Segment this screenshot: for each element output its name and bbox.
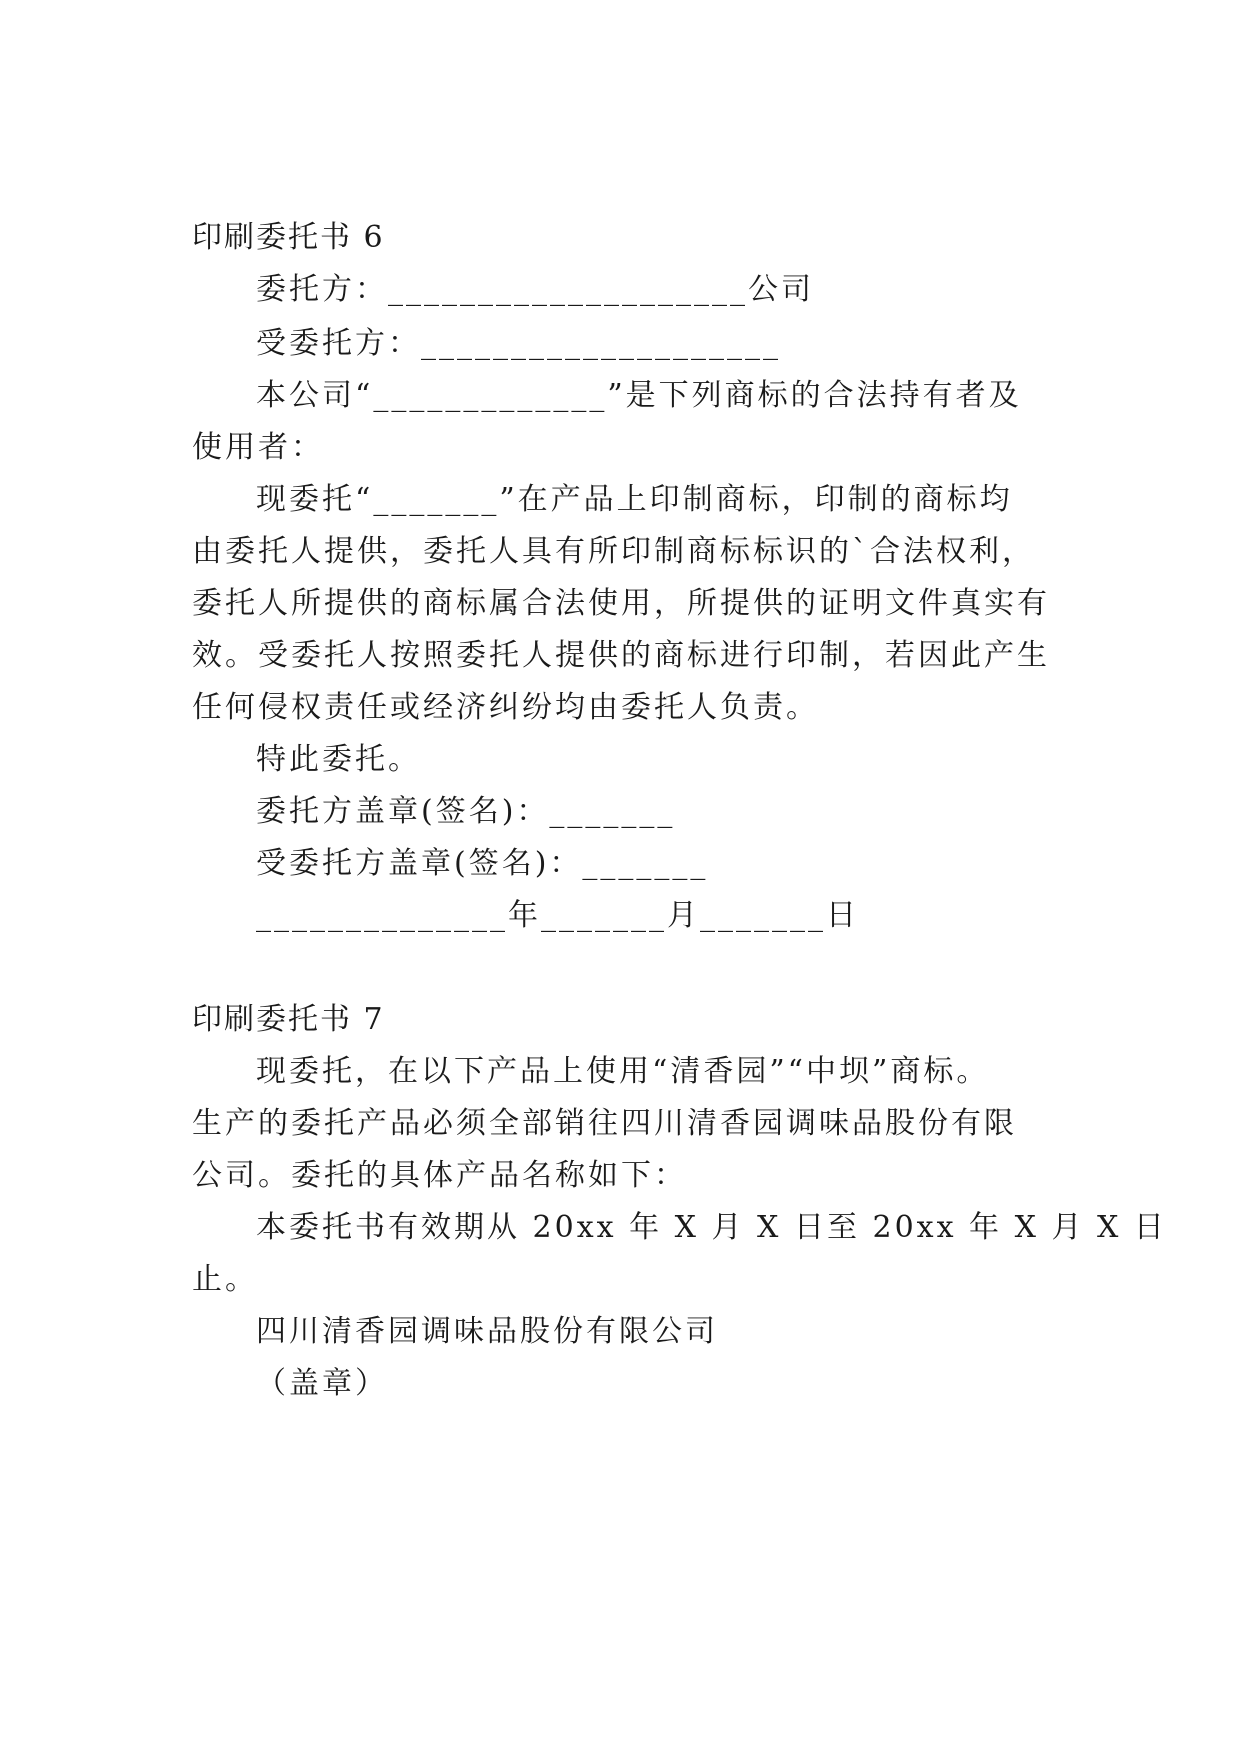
doc6-seal-entrusted: 受委托方盖章(签名)：_______	[256, 846, 709, 881]
doc6-para1-line2: 使用者：	[192, 430, 324, 465]
doc7-title: 印刷委托书 7	[192, 1002, 385, 1037]
doc7-para2-line2: 止。	[192, 1262, 258, 1297]
doc6-para1-line1: 本公司“_____________”是下列商标的合法持有者及	[256, 378, 1022, 413]
doc6-special: 特此委托。	[256, 742, 421, 777]
doc6-title: 印刷委托书 6	[192, 220, 385, 255]
doc7-para1-line3: 公司。委托的具体产品名称如下：	[192, 1158, 687, 1193]
doc6-para2-line2: 由委托人提供，委托人具有所印制商标标识的`合法权利，	[192, 534, 1035, 569]
doc7-para2-line1: 本委托书有效期从 20xx 年 X 月 X 日至 20xx 年 X 月 X 日	[256, 1210, 1167, 1245]
doc6-para2-line3: 委托人所提供的商标属合法使用，所提供的证明文件真实有	[192, 586, 1050, 621]
doc6-date: ______________年_______月_______日	[256, 898, 859, 933]
doc6-para2-line1: 现委托“_______”在产品上印制商标，印制的商标均	[256, 482, 1013, 517]
doc6-entrusting-party: 委托方：____________________公司	[256, 272, 814, 307]
doc7-para1-line1: 现委托，在以下产品上使用“清香园”“中坝”商标。	[256, 1054, 990, 1089]
doc6-entrusted-party: 受委托方：____________________	[256, 326, 781, 361]
doc7-seal: （盖章）	[256, 1366, 388, 1401]
doc7-para1-line2: 生产的委托产品必须全部销往四川清香园调味品股份有限	[192, 1106, 1017, 1141]
doc6-seal-entrusting: 委托方盖章(签名)：_______	[256, 794, 676, 829]
doc6-para2-line4: 效。受委托人按照委托人提供的商标进行印制，若因此产生	[192, 638, 1050, 673]
doc7-company: 四川清香园调味品股份有限公司	[256, 1314, 718, 1349]
doc6-para2-line5: 任何侵权责任或经济纠纷均由委托人负责。	[192, 690, 819, 725]
